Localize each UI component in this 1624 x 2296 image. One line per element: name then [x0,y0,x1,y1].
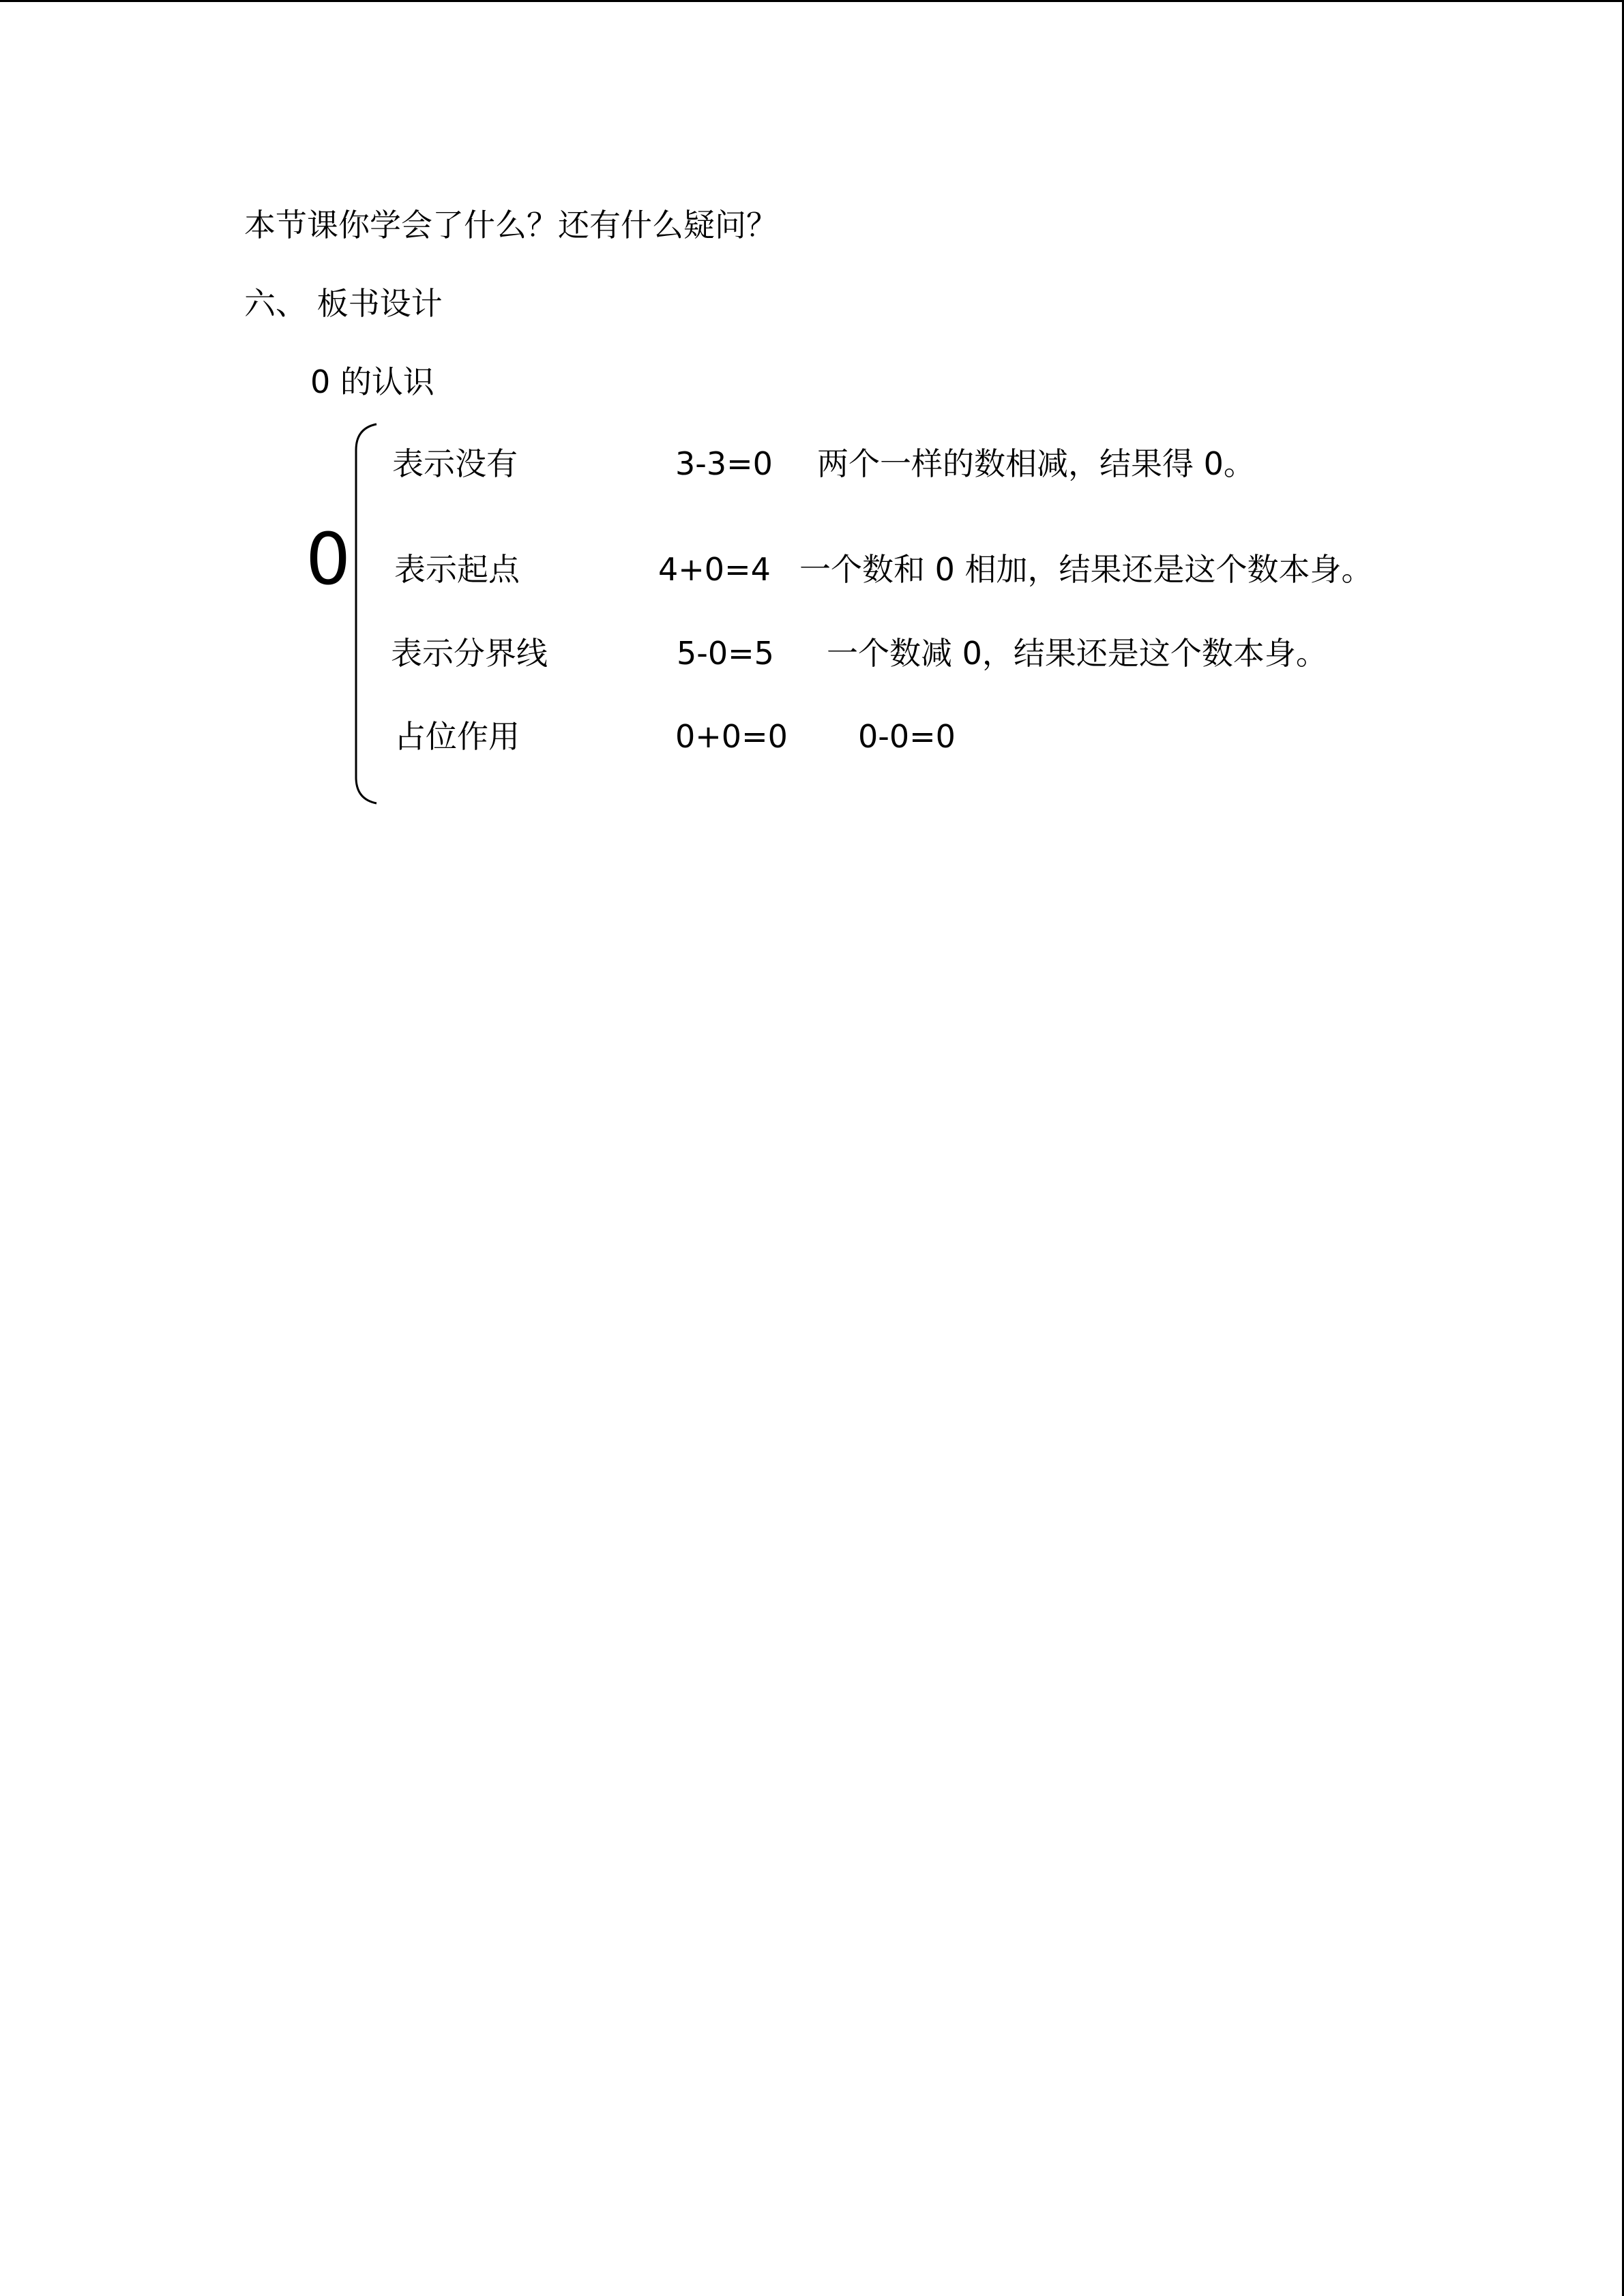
row-1-note: 两个一样的数相减，结果得 0。 [817,445,1255,482]
row-3-note: 一个数减 0，结果还是这个数本身。 [827,635,1327,672]
design-title: 0 的认识 [310,363,434,400]
row-4-note: 0-0=0 [858,718,956,755]
row-4-equation: 0+0=0 [675,718,788,755]
curly-brace [348,423,379,805]
row-1-equation: 3-3=0 [675,445,773,482]
section-heading: 六、 板书设计 [244,285,443,322]
page-border-top [0,0,1624,2]
reflection-question: 本节课你学会了什么？还有什么疑问？ [244,207,778,243]
row-3-equation: 5-0=5 [677,635,774,672]
row-2-note: 一个数和 0 相加，结果还是这个数本身。 [799,551,1373,588]
row-2-meaning: 表示起点 [394,551,520,588]
row-4-meaning: 占位作用 [394,718,520,755]
row-1-meaning: 表示没有 [392,445,518,482]
row-2-equation: 4+0=4 [658,551,771,588]
row-3-meaning: 表示分界线 [391,635,548,672]
big-zero: 0 [306,518,351,601]
